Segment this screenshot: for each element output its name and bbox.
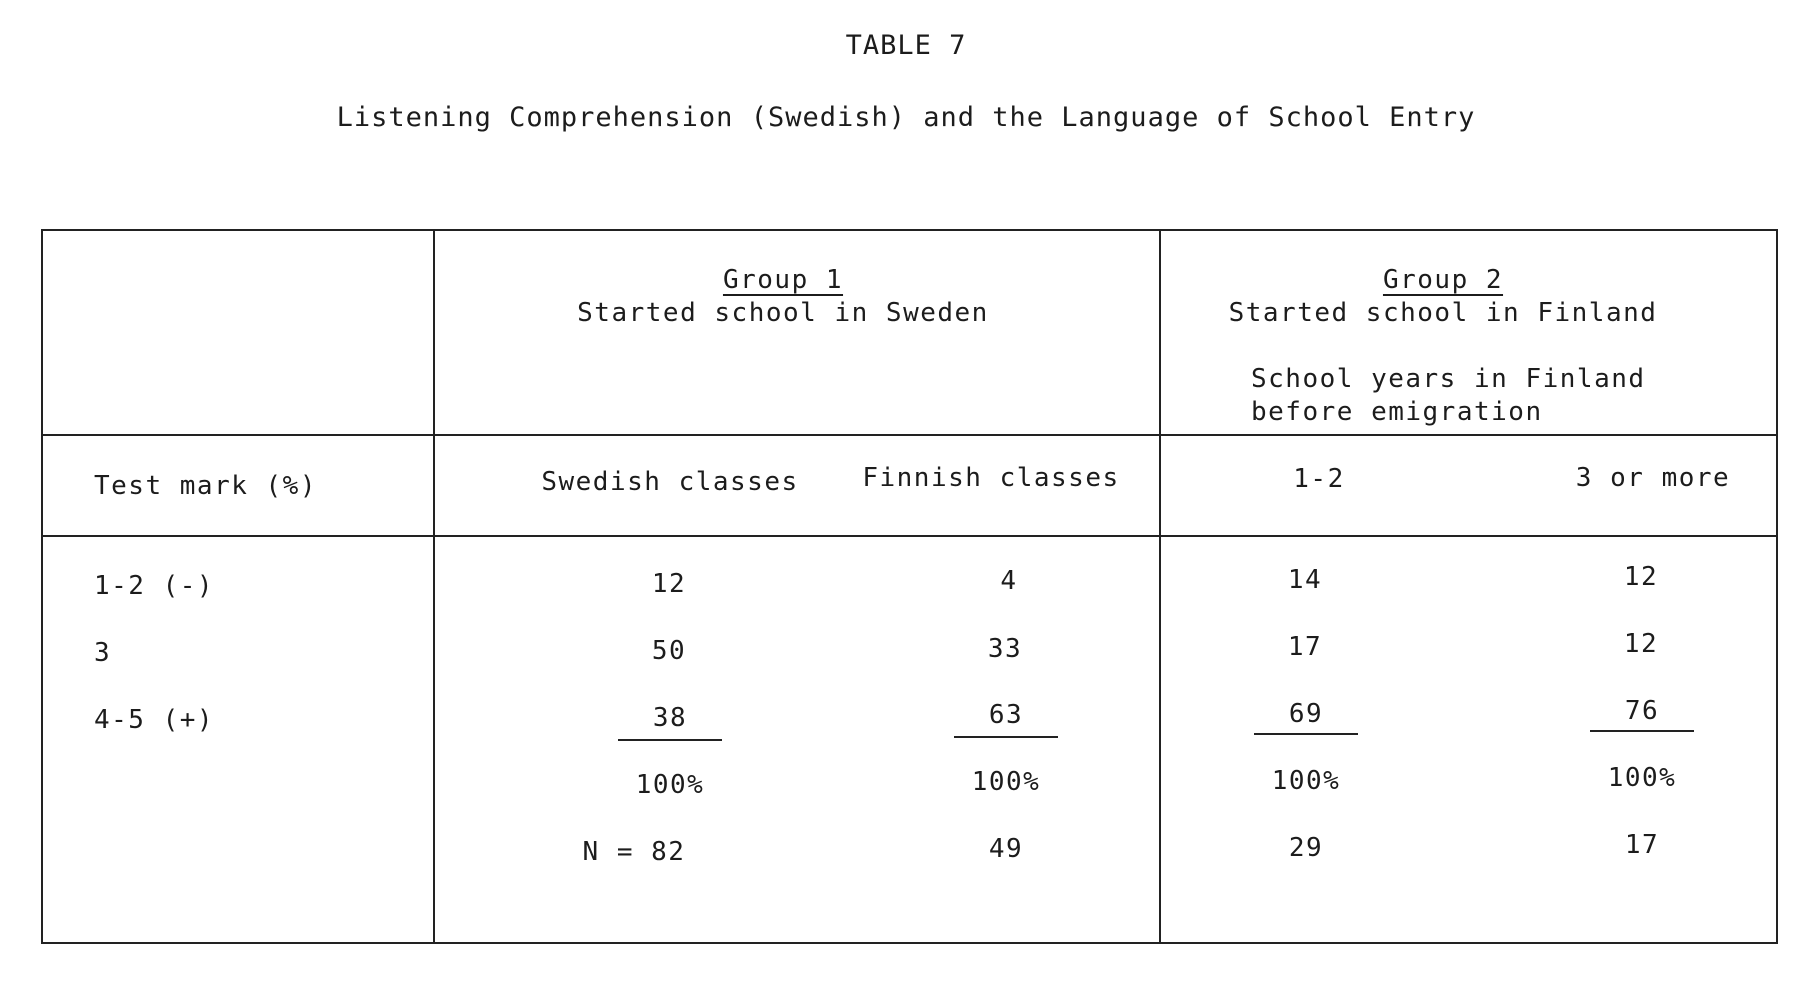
sum-rule (618, 739, 722, 741)
column-header-3-or-more-years: 3 or more (1575, 463, 1731, 493)
column-divider-1 (433, 231, 435, 942)
table-cell: 50 (651, 636, 687, 666)
subheader-divider (43, 535, 1776, 537)
table-cell: 76 (1624, 696, 1660, 726)
sum-rule (1590, 730, 1694, 732)
sample-size-cell: 17 (1624, 830, 1660, 860)
group2-note-line1: School years in Finland (1251, 364, 1646, 394)
column-header-1-2-years: 1-2 (1293, 464, 1345, 494)
group2-note-line2: before emigration (1251, 397, 1543, 427)
column-header-swedish-classes: Swedish classes (541, 467, 799, 497)
table-cell: 17 (1287, 632, 1323, 662)
sum-rule (954, 736, 1058, 738)
total-cell: 100% (1271, 766, 1341, 796)
table-cell: 33 (987, 634, 1023, 664)
table-cell: 63 (988, 700, 1024, 730)
table-cell: 38 (652, 703, 688, 733)
row-label-3: 3 (94, 638, 112, 668)
header-divider (43, 434, 1776, 436)
table-cell: 69 (1288, 699, 1324, 729)
group2-heading: Group 2 (1382, 265, 1504, 295)
total-cell: 100% (971, 767, 1041, 797)
sample-size-cell: 49 (988, 834, 1024, 864)
sample-size-cell: N = 82 (582, 837, 686, 867)
table-cell: 12 (1623, 629, 1659, 659)
column-header-finnish-classes: Finnish classes (862, 463, 1120, 493)
table-caption: Listening Comprehension (Swedish) and the Language of School Entry (336, 102, 1476, 133)
group1-heading: Group 1 (722, 265, 844, 295)
row-header-label: Test mark (%) (94, 471, 317, 501)
table-cell: 14 (1287, 565, 1323, 595)
table-cell: 12 (1623, 562, 1659, 592)
sum-rule (1254, 733, 1358, 735)
data-table (41, 229, 1778, 944)
table-cell: 12 (651, 569, 687, 599)
group2-subheading: Started school in Finland (1228, 298, 1658, 328)
row-label-1-2: 1-2 (-) (94, 571, 215, 601)
column-divider-2 (1159, 231, 1161, 942)
total-cell: 100% (1607, 763, 1677, 793)
table-cell: 4 (1000, 566, 1018, 596)
total-cell: 100% (635, 770, 705, 800)
row-label-4-5: 4-5 (+) (94, 705, 215, 735)
group1-subheading: Started school in Sweden (577, 298, 989, 328)
table-number: TABLE 7 (845, 30, 967, 61)
sample-size-cell: 29 (1288, 833, 1324, 863)
